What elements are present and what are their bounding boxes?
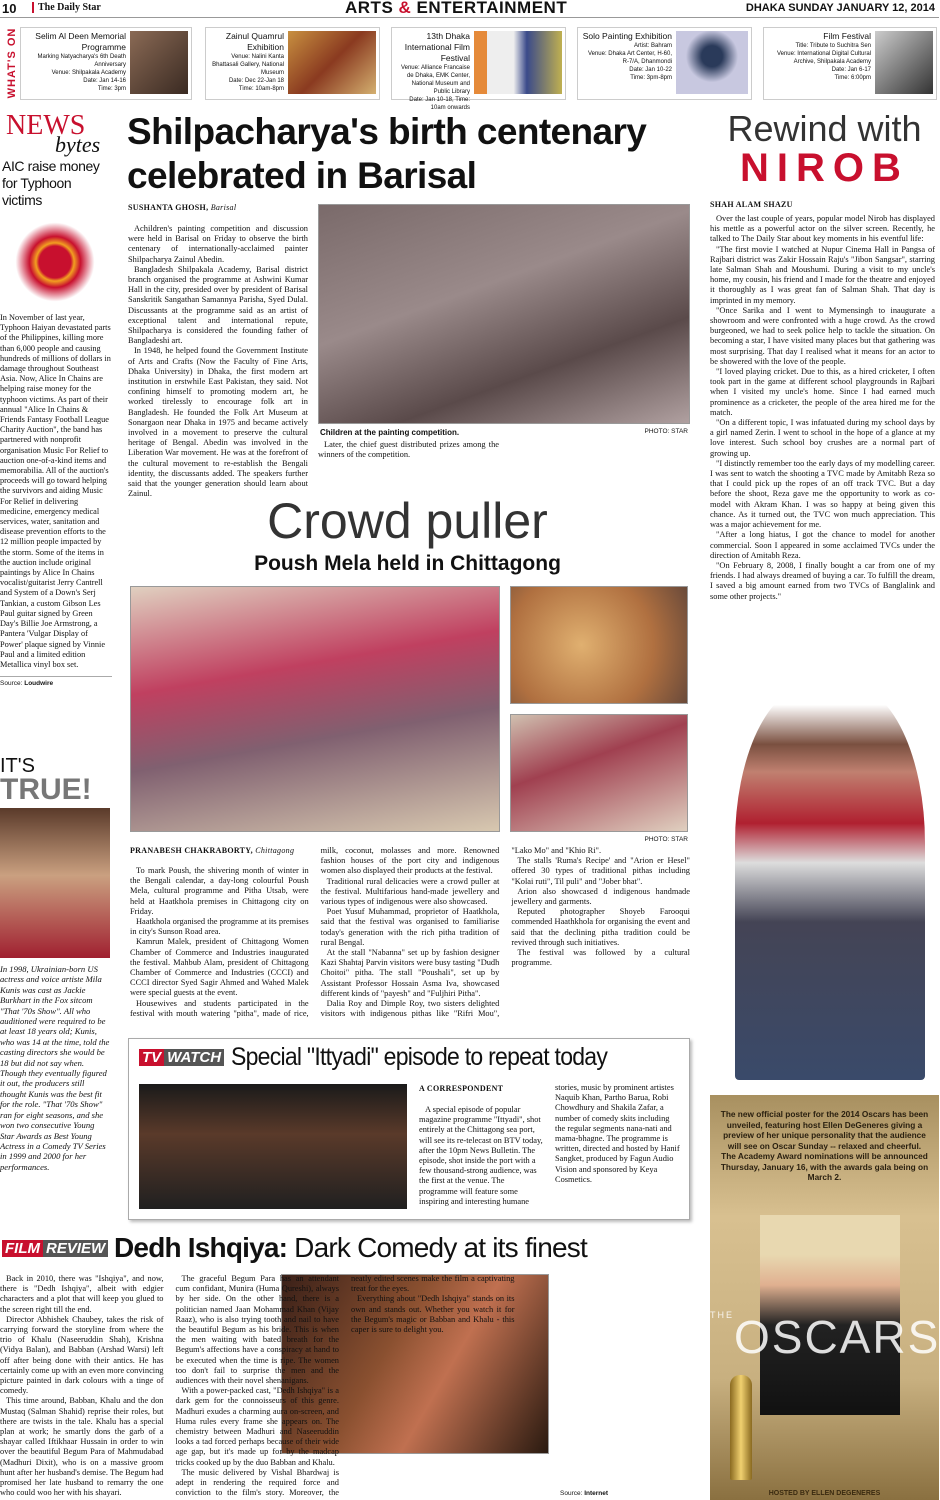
whats-on-item: Zainul Quamrul Exhibition Venue: Nalini Kanta Bhattasali Gallery, National Museum Date: Dec 22-Jan 18 Time: 10am-8pm [205,27,380,100]
nirob-name: NIROB [740,146,909,190]
tv-watch-tag: TV WATCH [139,1049,224,1066]
portrait-photo [130,31,188,94]
page-header [0,0,939,18]
shilpacharya-body-col1: Achildren's painting competition and discussion were held in Barisal on Friday to observe the birth centenary of internationally-acclaimed painter Shilpacharya Zainul Abedin. Bangladesh Shilpakala Academy, Barisal district branch organised the programme at Ashwini Kumar Hall in the city, presided over by president of Barisal Sanskritik Sangathan Samannya Parisha, Syed Dulal. Discussants at the programme said as an artist of exceptional talent and international repute, Shilpacharya is considered the founding father of Bangladeshi art. In 1948, he helped found the Government Institute of Arts and Crafts (Now the Faculty of Fine Arts, Dhaka University) in Dhaka, the first modern art institution in erstwhile East Pakistan, they said. Not confining himself to promoting modern art, he worked tirelessly to encourage folk art in Bangladesh. He founded the Folk Art Museum at Sonargaon near Dhaka in 1975 and became actively involved in a movement to preserve the cultural heritage of Bengal. Abedin was involved in the Liberation War movement. He was at the forefront of the cultural movement to re-establish the Bengali identity, the discussants added. The speakers further said that the younger generation should learn about Zainul. [128,224,308,499]
crowd-puller-headline: Crowd puller [267,493,548,549]
tv-watch-body: A special episode of popular magazine programme "Ittyadi", shot entirely at the Chittagong sea port, will see its re-telecast on BTV today, after the 10pm News Bulletin. The episode, shot inside the port with a few thousand-strong audience, was the first at the venue. The programme will feature some inspiring and interesting humane stories, music by prominent artistes Naquib Khan, Partho Barua, Robi Chowdhury and Shakila Zafar, a number of comedy skits including the regular segments nana-nati and mama-bhagne. The programme is written, directed and hosted by Hanif Sangket, produced by Fagun Audio Vision and sponsored by Keya Cosmetics. [419,1083,680,1206]
film-review-tag: FILM REVIEW [2,1240,108,1257]
festival-poster [474,31,562,94]
masthead: The Daily Star [32,2,101,13]
oscars-logo: $^{THE}$OSCARS [710,1310,940,1363]
film-still-photo [875,31,933,94]
ittyadi-photo [139,1084,407,1209]
whats-on-item: Film Festival Title: Tribute to Suchitra Sen Venue: International Digital Cultural Archive, Shilpakala Academy Date: Jan 6-17 Time: 6:00pm [763,27,937,100]
page-number: 10 [2,1,17,16]
stall-photo [510,714,688,832]
oscars-blurb: The new official poster for the 2014 Oscars has been unveiled, featuring host Ellen DeGeneres giving a preview of her unique personality that the audience will see on Oscar Sunday -- relaxed and cheerful. The Academy Award nominations will be announced Thursday, January 16, with the awards gala being on March 2. [720,1109,929,1182]
painting-photo [288,31,376,94]
crowd-puller-body: To mark Poush, the shivering month of winter in the Bengali calendar, a day-long colourful Poush Mela, cultural programme and Pitha Utsab, were held at Haatkhola premises in Chittagong city on Friday. Haatkhola organised the programme at its premises in city's Sunson Road area. Kamrun Malek, president of Chittagong Women Chamber of Commerce and Industries inaugurated the festival. Mahbub Alam, president of Chittagong Chamber of Commerce and Industries (CCCI) and CCCI director Syed Sagir Ahmed and Wahed Malek were special guests at the event. Housewives and students participated in the festival with mouth watering "pitha", made of rice, milk, coconut, molasses and more. Renowned fashion houses of the port city and indigenous women also displayed their products at the festival. Traditional rural delicacies were a crowd puller at the festival. Multifarious hand-made jewellery and various types of indigenous were also showcased. Poet Yusuf Muhammad, proprietor of Haatkhola, said that the festival was organised to familiarise today's generation with the rich pitha tradition of rural Bengal. At the stall "Nabanna" set up by fashion designer Kazi Shahtaj Parvin visitors were busy tasting "Dudh Choitoi" pitha. The stall "Poushali", set up by Assistant Professor Hossain Asma Iva, showcased different kinds of "payesh" and "Fuljhiri Pitha". Dalia Roy and Dimple Roy, two sisters delighted visitors with indigenous pithas like "Rifri Mou", "Lako Mo" and "Khio Ri". The stalls 'Ruma's Recipe' and "Arion er Hesel" offered 30 types of traditional pithas including "Kolai ruti", Til puli" and "Jober bhat". Arion also showcased d indigenous handmade jewellery and garments. Reputed photographer Shoyeb Farooqui commended Haathkhola for organising the event and said that the declining pitha tradition could be revived through such initiatives. The festival was followed by a cultural programme. [130,846,690,1019]
whats-on-item: Solo Painting Exhibition Artist: Bahram Venue: Dhaka Art Center, H-60, R-7/A, Dhanmondi Date: Jan 10-22 Time: 3pm-8pm [577,27,752,100]
nirob-photo [735,685,925,1080]
poush-mela-photo-main [130,586,500,832]
film-review-headline: Dedh Ishqiya: Dark Comedy at its finest [114,1232,587,1263]
news-bytes-logo: NEWS bytes [6,110,101,157]
film-review-source: Source: Internet [560,1490,609,1497]
shilpacharya-headline: Shilpacharya's birth centenary celebrated in Barisal [127,111,647,196]
news-bytes-headline: AIC raise money for Typhoon victims [2,158,100,208]
tv-watch-box: TV WATCH Special "Ittyadi" episode to repeat today A CORRESPONDENT A special episode of popular magazine programme "Ittyadi", shot entirely at the Chittagong sea port, will see its re-telecast on BTV today, after the 10pm News Bulletin. The episode, shot inside the port with a few thousand-strong audience, was the first at the venue. The programme will feature some inspiring and interesting humane stories, music by prominent artistes Naquib Khan, Partho Barua, Robi Chowdhury and Shakila Zafar, a number of comedy skits including the regular segments nana-nati and mama-bhagne. The programme is written, directed and hosted by Hanif Sangket, produced by Fagun Audio Vision and sponsored by Keya Cosmetics. [128,1038,690,1220]
painting-photo [676,31,748,94]
whats-on-item: Selim Al Deen Memorial Programme Marking Natyacharya's 6th Death Anniversary Venue: Shilpakala Academy Date: Jan 14-16 Time: 3pm [20,27,192,100]
mila-kunis-photo [0,808,110,958]
news-bytes-source: Source: Loudwire [0,676,112,687]
oscars-poster [710,1095,939,1500]
section-title: ARTS & ENTERTAINMENT [345,0,568,17]
film-review-body: Back in 2010, there was "Ishqiya", and now, there is "Dedh Ishqiya", albeit with edgier characters and a plot that will keep you glued to the screen right till the end. Director Abhishek Chaubey, takes the risk of carrying forward the storyline from where the trio of Khalu (Naseeruddin Shah), Krishna (Vidya Balan), and Babban (Arshad Warsi) left off after being done with their antics. He has certainly come up with an even more convincing picture painted in dark colours with a tinge of comedy. This time around, Babban, Khalu and the don Mustaq (Salman Shahid) reprise their roles, but there are twists in the tale. Khalu has a special plan at work; he smartly dons the garb of a shayar called Iftikhaar Hussain in order to win over the beautiful Begum Para of Mahmudabad (Madhuri Dixit), who is on a massive groom hunt after her husband's demise. The Begum had promised her late husband to remarry the one who could woo her with his shayari. The graceful Begum Para has an attendant cum confidant, Munira (Huma Qureshi), always by her side. On the other hand, there is a politician named Jaan Mohammad Khan (Vijay Raaz), who is also trying tooth and nail to have the beautiful Begum as his bride. This is when the men waiting with bated breath for the Begum's affections have a conspiracy at hand to be executed when the time is ripe. The women too don't fail to surprise the men and the audiences with their novel shenanigans. With a power-packed cast, "Dedh Ishqiya" is a dark gem for the connoisseurs of this genre. Madhuri exudes a charming aura on-screen, and Huma rules every frame she appears on. The chemistry between Madhuri and Naseeruddin looks a tad forced perhaps because of their wide age gap, but it's made up for by the madcap tricks cooked up by the duo Babban and Khalu. The music delivered by Vishal Bhardwaj is adept in rendering the required force and conviction to the film's story. Moreover, the neatly edited scenes make the film a captivating treat for the eyes. Everything about "Dedh Ishqiya" stands on its own and stands out. Whether you watch it for the Begum's magic or Babban and Khalu - this caper is sure to delight you. [0,1274,515,1498]
tv-watch-headline: Special "Ittyadi" episode to repeat today [231,1043,608,1071]
photo-credit: PHOTO: STAR [644,428,688,435]
crowd-puller-byline: PRANABESH CHAKRABORTY, Chittagong [130,846,295,855]
shilpacharya-body-col2: Later, the chief guest distributed prizes among the winners of the competition. [318,440,499,460]
nirob-kicker: Rewind with [727,108,922,149]
its-true-section: IT'S TRUE! In 1998, Ukrainian-born US actress and voice artiste Mila Kunis was cast as Jackie Burkhart in the Fox sitcom "That '70s Show". All who auditioned were required to be at least 18 years old; Kunis, who was 14 at the time, told the casting directors she would be 18 but did not say when. Though they eventually figured it out, the producers still thought Kunis was the best fit for the role. "That '70s Show" ran for eight seasons, and she won two consecutive Young Star Awards as Best Young Actress in a Comedy TV Series in 1999 and 2000 for her performances. [0,755,110,1172]
whats-on-label: WHAT'S ON [6,27,18,99]
its-true-body: In 1998, Ukrainian-born US actress and voice artiste Mila Kunis was cast as Jackie Burkhart in the Fox sitcom "That '70s Show". All who auditioned were required to be at least 18 years old; Kunis, who was 14 at the time, told the casting directors she would be 18 but did not say when. Though they eventually figured it out, the producers still thought Kunis was the best fit for the role. "That '70s Show" ran for eight seasons, and she won two consecutive Young Star Awards as Best Young Actress in a Comedy TV Series in 1999 and 2000 for her performances. [0,964,110,1172]
news-bytes-body: In November of last year, Typhoon Haiyan devastated parts of the Philippines, killing more than 6,000 people and causing hundreds of millions of dollars in damage throughout Southeast Asia. Now, Alice In Chains are helping raise money for the typhoon victims. As part of their annual "Alice In Chains & Friends Fantasy Football League Charity Auction", the band has partnered with nonprofit organisation Music For Relief to auction one-of-a-kind items and memorabilia. All of the auction's proceeds will go toward helping the survivors and aiding Music For Relief in delivering medicine, emergency medical services, water, sanitation and disease prevention efforts to the 12 million people impacted by the storm. Some of the items in the auction include original paintings by Alice In Chains vocalist/guitarist Jerry Cantrell and System of a Down's Serj Tankian, a custom Gibson Les Paul guitar signed by Green Day's Billie Joe Armstrong, a Pantera 'Vulgar Display of Power' plaque signed by Vinnie Paul and a limited edition Metallica vinyl box set. [0,313,111,669]
oscars-host-credit: HOSTED BY ELLEN DEGENERES [768,1490,881,1497]
oscar-statuette-icon [730,1375,752,1480]
dateline: DHAKA SUNDAY JANUARY 12, 2014 [745,2,935,14]
painting-competition-photo [318,204,690,424]
its-true-title: TRUE! [0,773,92,806]
shilpacharya-byline: SUSHANTA GHOSH, Barisal [128,203,237,212]
shilpacharya-caption: Children at the painting competition. [320,428,460,437]
crowd-puller-subhead: Poush Mela held in Chittagong [254,552,561,575]
nirob-body: Over the last couple of years, popular model Nirob has displayed his mettle as a powerful actor on the silver screen. Recently, he talked to The Daily Star about key moments in his eventful life: "The first movie I watched at Nupur Cinema Hall in Pangsa of Rajbari district was Zakir Hossain Raju's "Jibon Sangsar", starring late Salman Shah and Moushumi. During a visit to my uncle's home, my cousin, his friend and I made for the theatre and enjoyed it thoroughly as I was great fan of Salman Shah. That day is imprinted in my memory. "Once Sarika and I went to Mymensingh to inaugurate a showroom and were confronted with a huge crowd. As the crowd burgeoned, we had to seek police help to tackle the situation. On becoming a star, I have visited many places but that gathering was most surprising. That day I realised what it means for an actor to be showered with the love of the people. "I loved playing cricket. Due to this, as a hired cricketer, I often took part in the game at different school playgrounds in Rajbari when I visited my uncle's home. Since I had earned much prominence as a cricketer, the people of the area hired me for the match. "On a different topic, I was infatuated during my school days by a girl named Zerin. I went to school in the hope of a glance at my love interest. Such school boy crushes are a normal part of growing up. "I distinctly remember too the early days of my modelling career. I was sent to watch the shooting a TVC made by Amitabh Reza so that I could pick up the ropes of an off track TVC. But a day before the shoot, Reza gave me the opportunity to work as co-model with Akram Khan. I was so happy at being given this chance. As it turned out, the TVC won much appreciation. This was a major achievement for me. "After a long hiatus, I got the chance to model for another commercial. Soon I appeared in some acclaimed TVCs under the direction of Amitabh Reza. "On February 8, 2008, I finally bought a car from one of my friends. I had always dreamed of buying a car. To fulfill the dream, I saved a big amount earned from two TVCs of Banglalink and some other projects." [710,214,936,601]
pitha-photo [510,586,688,704]
sun-logo-image [10,217,100,307]
news-bytes-section [0,110,112,687]
whats-on-item: 13th Dhaka International Film Festival Venue: Alliance Francaise de Dhaka, EMK Center, National Museum and Public Library Date: Jan 10-18, Time: 10am onwards [391,27,566,100]
